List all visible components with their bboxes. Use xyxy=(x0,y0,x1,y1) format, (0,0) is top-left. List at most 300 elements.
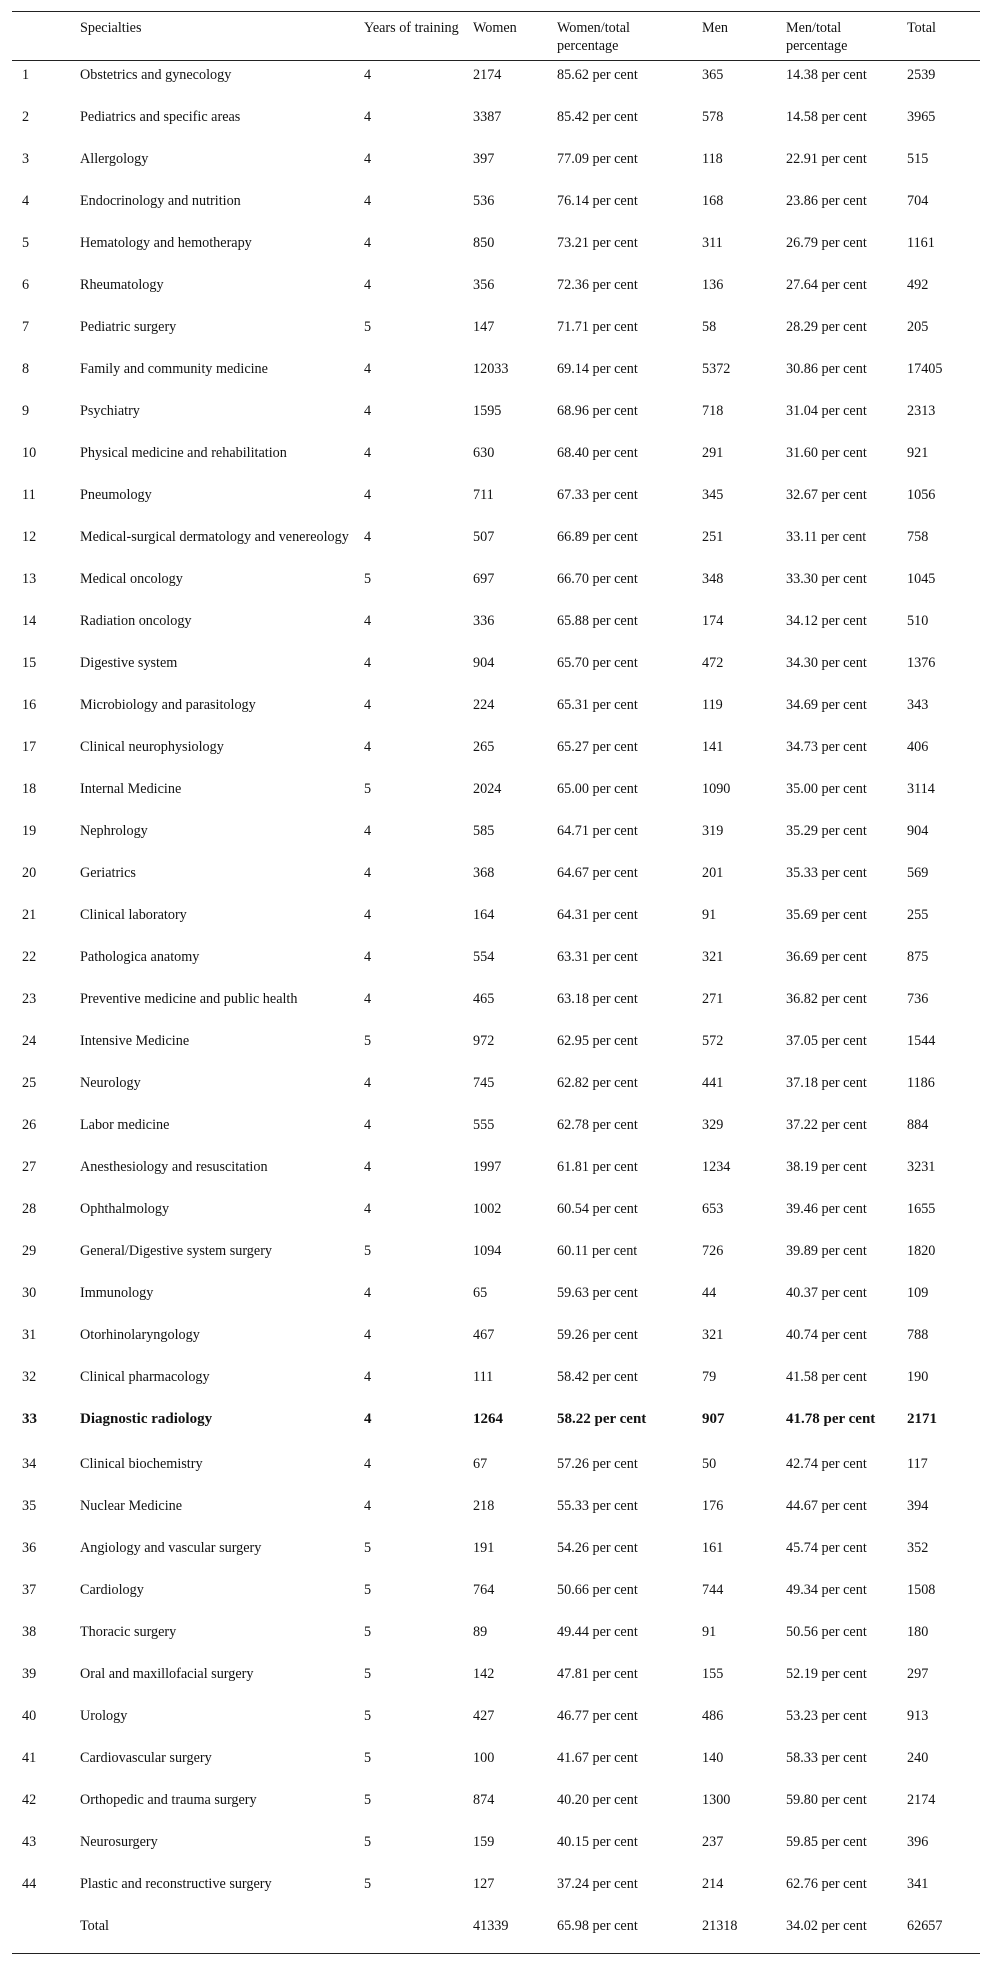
cell-total: 205 xyxy=(907,318,929,335)
table-row xyxy=(12,1702,980,1744)
table-row xyxy=(12,859,980,901)
cell-total: 569 xyxy=(907,864,929,881)
cell-number: 3 xyxy=(22,150,30,167)
totals-total: 62657 xyxy=(907,1917,943,1934)
cell-years-of-training: 4 xyxy=(364,402,372,419)
cell-total: 510 xyxy=(907,612,929,629)
table-row xyxy=(12,1660,980,1702)
cell-years-of-training: 5 xyxy=(364,1707,372,1724)
cell-men: 329 xyxy=(702,1116,724,1133)
cell-years-of-training: 4 xyxy=(364,948,372,965)
totals-row xyxy=(12,1912,980,1954)
cell-total: 396 xyxy=(907,1833,929,1850)
cell-number: 36 xyxy=(22,1539,37,1556)
cell-women: 2174 xyxy=(473,67,502,83)
cell-women: 1094 xyxy=(473,1242,502,1259)
cell-total: 1508 xyxy=(907,1581,936,1598)
cell-women-percentage: 58.42 per cent xyxy=(557,1368,638,1385)
cell-specialty: Oral and maxillofacial surgery xyxy=(80,1665,254,1682)
cell-number: 29 xyxy=(22,1242,37,1259)
cell-women: 89 xyxy=(473,1623,488,1640)
cell-specialty: Clinical pharmacology xyxy=(80,1368,210,1385)
cell-women: 1595 xyxy=(473,402,502,419)
cell-men-percentage: 14.58 per cent xyxy=(786,108,867,125)
table-row xyxy=(12,733,980,775)
cell-specialty: Clinical biochemistry xyxy=(80,1455,203,1472)
cell-men-percentage: 28.29 per cent xyxy=(786,318,867,335)
cell-men: 744 xyxy=(702,1581,724,1598)
cell-women: 65 xyxy=(473,1284,488,1301)
cell-years-of-training: 4 xyxy=(364,444,372,461)
cell-men: 321 xyxy=(702,1326,724,1343)
cell-number: 35 xyxy=(22,1497,37,1514)
cell-women-percentage: 50.66 per cent xyxy=(557,1581,638,1598)
table-row xyxy=(12,145,980,187)
cell-number: 37 xyxy=(22,1581,37,1598)
cell-women-percentage: 41.67 per cent xyxy=(557,1749,638,1766)
cell-total: 17405 xyxy=(907,360,943,377)
cell-specialty: Obstetrics and gynecology xyxy=(80,67,232,83)
cell-years-of-training: 4 xyxy=(364,822,372,839)
cell-women-percentage: 72.36 per cent xyxy=(557,276,638,293)
table-row xyxy=(12,1363,980,1405)
cell-men-percentage: 34.69 per cent xyxy=(786,696,867,713)
cell-years-of-training: 4 xyxy=(364,990,372,1007)
header-total: Total xyxy=(907,20,936,36)
cell-women-percentage: 64.71 per cent xyxy=(557,822,638,839)
cell-men-percentage: 14.38 per cent xyxy=(786,67,867,83)
cell-women-percentage: 62.78 per cent xyxy=(557,1116,638,1133)
cell-women-percentage: 58.22 per cent xyxy=(557,1410,647,1427)
cell-women: 127 xyxy=(473,1875,495,1892)
cell-years-of-training: 4 xyxy=(364,528,372,545)
cell-women-percentage: 47.81 per cent xyxy=(557,1665,638,1682)
cell-total: 406 xyxy=(907,738,929,755)
cell-women: 12033 xyxy=(473,360,509,377)
cell-number: 19 xyxy=(22,822,37,839)
cell-specialty: Urology xyxy=(80,1707,128,1724)
cell-total: 1655 xyxy=(907,1200,936,1217)
cell-number: 15 xyxy=(22,654,37,671)
cell-years-of-training: 4 xyxy=(364,1497,372,1514)
cell-women-percentage: 37.24 per cent xyxy=(557,1875,638,1892)
cell-men-percentage: 59.85 per cent xyxy=(786,1833,867,1850)
table-row xyxy=(12,61,980,103)
table-row xyxy=(12,607,980,649)
cell-men: 271 xyxy=(702,990,724,1007)
cell-men-percentage: 58.33 per cent xyxy=(786,1749,867,1766)
cell-men: 168 xyxy=(702,192,724,209)
cell-total: 3114 xyxy=(907,780,935,797)
cell-men: 1300 xyxy=(702,1791,731,1808)
cell-years-of-training: 4 xyxy=(364,864,372,881)
totals-men: 21318 xyxy=(702,1917,738,1934)
header-row xyxy=(12,12,980,61)
cell-specialty: Pediatrics and specific areas xyxy=(80,108,241,125)
cell-years-of-training: 4 xyxy=(364,1326,372,1343)
cell-number: 42 xyxy=(22,1791,37,1808)
table-row xyxy=(12,271,980,313)
table-row xyxy=(12,1870,980,1912)
cell-number: 41 xyxy=(22,1749,37,1766)
cell-total: 240 xyxy=(907,1749,929,1766)
cell-years-of-training: 4 xyxy=(364,1410,372,1427)
table-row xyxy=(12,1786,980,1828)
cell-specialty: Otorhinolaryngology xyxy=(80,1326,200,1343)
cell-women: 465 xyxy=(473,990,495,1007)
table-row xyxy=(12,649,980,691)
cell-total: 1376 xyxy=(907,654,936,671)
cell-number: 44 xyxy=(22,1875,37,1892)
cell-number: 23 xyxy=(22,990,37,1007)
cell-men-percentage: 35.69 per cent xyxy=(786,906,867,923)
table-row xyxy=(12,1279,980,1321)
table-row xyxy=(12,565,980,607)
cell-women: 1002 xyxy=(473,1200,502,1217)
cell-women-percentage: 77.09 per cent xyxy=(557,150,638,167)
cell-years-of-training: 4 xyxy=(364,360,372,377)
cell-men: 319 xyxy=(702,822,724,839)
cell-years-of-training: 4 xyxy=(364,1074,372,1091)
table-row xyxy=(12,1828,980,1870)
table-row xyxy=(12,985,980,1027)
cell-men: 441 xyxy=(702,1074,724,1091)
cell-total: 1045 xyxy=(907,570,936,587)
cell-women-percentage: 40.20 per cent xyxy=(557,1791,638,1808)
cell-women-percentage: 68.40 per cent xyxy=(557,444,638,461)
cell-years-of-training: 5 xyxy=(364,1875,372,1892)
cell-women: 850 xyxy=(473,234,495,251)
totals-women: 41339 xyxy=(473,1917,509,1934)
cell-women-percentage: 65.31 per cent xyxy=(557,696,638,713)
table-row xyxy=(12,1492,980,1534)
cell-years-of-training: 4 xyxy=(364,906,372,923)
cell-women: 467 xyxy=(473,1326,495,1343)
cell-women: 1997 xyxy=(473,1158,502,1175)
table-row xyxy=(12,313,980,355)
cell-men-percentage: 35.00 per cent xyxy=(786,780,867,797)
cell-women-percentage: 65.00 per cent xyxy=(557,780,638,797)
cell-years-of-training: 4 xyxy=(364,654,372,671)
cell-men: 50 xyxy=(702,1455,717,1472)
cell-men-percentage: 39.46 per cent xyxy=(786,1200,867,1217)
cell-number: 20 xyxy=(22,864,37,881)
table-row xyxy=(12,1576,980,1618)
cell-total: 180 xyxy=(907,1623,929,1640)
cell-number: 12 xyxy=(22,528,37,545)
cell-women: 3387 xyxy=(473,108,502,125)
cell-specialty: Clinical laboratory xyxy=(80,906,187,923)
cell-women-percentage: 62.95 per cent xyxy=(557,1032,638,1049)
cell-women-percentage: 65.88 per cent xyxy=(557,612,638,629)
cell-years-of-training: 4 xyxy=(364,1158,372,1175)
cell-men: 321 xyxy=(702,948,724,965)
cell-men: 251 xyxy=(702,528,724,545)
cell-years-of-training: 4 xyxy=(364,612,372,629)
cell-men-percentage: 31.60 per cent xyxy=(786,444,867,461)
cell-years-of-training: 4 xyxy=(364,150,372,167)
table-row xyxy=(12,943,980,985)
cell-women-percentage: 76.14 per cent xyxy=(557,192,638,209)
cell-total: 190 xyxy=(907,1368,929,1385)
cell-total: 704 xyxy=(907,192,929,209)
cell-men-percentage: 34.73 per cent xyxy=(786,738,867,755)
cell-years-of-training: 4 xyxy=(364,696,372,713)
cell-women-percentage: 73.21 per cent xyxy=(557,234,638,251)
cell-men-percentage: 42.74 per cent xyxy=(786,1455,867,1472)
cell-men: 91 xyxy=(702,1623,717,1640)
cell-men: 5372 xyxy=(702,360,731,377)
cell-women-percentage: 85.42 per cent xyxy=(557,108,638,125)
cell-women: 142 xyxy=(473,1665,495,1682)
cell-specialty: Clinical neurophysiology xyxy=(80,738,224,755)
cell-number: 26 xyxy=(22,1116,37,1133)
cell-men-percentage: 59.80 per cent xyxy=(786,1791,867,1808)
cell-men: 907 xyxy=(702,1410,725,1427)
cell-total: 109 xyxy=(907,1284,929,1301)
table-row xyxy=(12,817,980,859)
cell-total: 875 xyxy=(907,948,929,965)
cell-men: 348 xyxy=(702,570,724,587)
cell-specialty: Endocrinology and nutrition xyxy=(80,192,241,209)
header-men: Men xyxy=(702,20,729,36)
cell-number: 28 xyxy=(22,1200,37,1217)
cell-number: 30 xyxy=(22,1284,37,1301)
table-row xyxy=(12,355,980,397)
cell-specialty: Microbiology and parasitology xyxy=(80,696,256,713)
cell-women: 191 xyxy=(473,1539,495,1556)
cell-women: 745 xyxy=(473,1074,495,1091)
cell-men: 161 xyxy=(702,1539,724,1556)
cell-years-of-training: 4 xyxy=(364,1368,372,1385)
cell-women-percentage: 66.70 per cent xyxy=(557,570,638,587)
cell-total: 2174 xyxy=(907,1791,936,1808)
cell-total: 2313 xyxy=(907,402,936,419)
cell-men-percentage: 40.37 per cent xyxy=(786,1284,867,1301)
cell-men: 44 xyxy=(702,1284,717,1301)
table-row xyxy=(12,1534,980,1576)
totals-years xyxy=(354,1912,463,1954)
cell-women-percentage: 66.89 per cent xyxy=(557,528,638,545)
cell-specialty: Intensive Medicine xyxy=(80,1032,190,1049)
cell-total: 297 xyxy=(907,1665,929,1682)
cell-total: 1056 xyxy=(907,486,936,503)
cell-specialty: Digestive system xyxy=(80,654,178,671)
cell-men-percentage: 52.19 per cent xyxy=(786,1665,867,1682)
table-row xyxy=(12,1069,980,1111)
table-row xyxy=(12,1153,980,1195)
cell-specialty: Ophthalmology xyxy=(80,1200,170,1217)
cell-men-percentage: 37.05 per cent xyxy=(786,1032,867,1049)
cell-specialty: Angiology and vascular surgery xyxy=(80,1539,262,1556)
cell-women-percentage: 64.67 per cent xyxy=(557,864,638,881)
cell-men: 136 xyxy=(702,276,724,293)
cell-specialty: Physical medicine and rehabilitation xyxy=(80,444,287,461)
cell-men-percentage: 36.82 per cent xyxy=(786,990,867,1007)
cell-men: 119 xyxy=(702,696,723,713)
cell-women-percentage: 40.15 per cent xyxy=(557,1833,638,1850)
cell-number: 16 xyxy=(22,696,37,713)
cell-years-of-training: 5 xyxy=(364,780,372,797)
cell-total: 3231 xyxy=(907,1158,936,1175)
cell-total: 921 xyxy=(907,444,929,461)
cell-men-percentage: 37.18 per cent xyxy=(786,1074,867,1091)
cell-men: 79 xyxy=(702,1368,717,1385)
cell-women: 368 xyxy=(473,864,495,881)
cell-men: 472 xyxy=(702,654,724,671)
cell-years-of-training: 4 xyxy=(364,67,372,83)
header-number xyxy=(12,12,70,61)
cell-years-of-training: 5 xyxy=(364,1791,372,1808)
cell-number: 32 xyxy=(22,1368,37,1385)
table-row xyxy=(12,691,980,733)
cell-men: 140 xyxy=(702,1749,724,1766)
cell-men-percentage: 50.56 per cent xyxy=(786,1623,867,1640)
header-specialties: Specialties xyxy=(80,20,142,36)
cell-number: 24 xyxy=(22,1032,37,1049)
cell-total: 884 xyxy=(907,1116,929,1133)
cell-total: 3965 xyxy=(907,108,936,125)
cell-men-percentage: 23.86 per cent xyxy=(786,192,867,209)
cell-number: 27 xyxy=(22,1158,37,1175)
cell-women-percentage: 60.11 per cent xyxy=(557,1242,638,1259)
header-men-percentage: Men/total percentage xyxy=(786,20,848,54)
cell-years-of-training: 4 xyxy=(364,108,372,125)
cell-women: 711 xyxy=(473,486,494,503)
cell-men-percentage: 44.67 per cent xyxy=(786,1497,867,1514)
cell-women-percentage: 69.14 per cent xyxy=(557,360,638,377)
cell-men-percentage: 53.23 per cent xyxy=(786,1707,867,1724)
cell-specialty: Diagnostic radiology xyxy=(80,1410,213,1427)
specialties-gender-table xyxy=(12,11,980,1954)
cell-total: 758 xyxy=(907,528,929,545)
totals-label: Total xyxy=(80,1917,109,1934)
cell-women: 764 xyxy=(473,1581,495,1598)
cell-women: 972 xyxy=(473,1032,495,1049)
cell-men-percentage: 62.76 per cent xyxy=(786,1875,867,1892)
table-row xyxy=(12,397,980,439)
table-row xyxy=(12,229,980,271)
cell-number: 13 xyxy=(22,570,37,587)
cell-specialty: Allergology xyxy=(80,150,149,167)
cell-specialty: Neurology xyxy=(80,1074,141,1091)
cell-women-percentage: 65.27 per cent xyxy=(557,738,638,755)
cell-years-of-training: 5 xyxy=(364,1623,372,1640)
table-header xyxy=(12,12,980,61)
cell-total: 913 xyxy=(907,1707,929,1724)
cell-years-of-training: 5 xyxy=(364,1032,372,1049)
cell-number: 14 xyxy=(22,612,37,629)
table-footer xyxy=(12,1912,980,1954)
cell-men: 1234 xyxy=(702,1158,731,1175)
totals-men-percentage: 34.02 per cent xyxy=(786,1917,867,1934)
cell-total: 255 xyxy=(907,906,929,923)
cell-men: 91 xyxy=(702,906,717,923)
cell-specialty: Thoracic surgery xyxy=(80,1623,177,1640)
cell-women: 218 xyxy=(473,1497,495,1514)
cell-years-of-training: 5 xyxy=(364,318,372,335)
cell-women-percentage: 57.26 per cent xyxy=(557,1455,638,1472)
cell-men: 486 xyxy=(702,1707,724,1724)
cell-men: 572 xyxy=(702,1032,724,1049)
cell-women-percentage: 61.81 per cent xyxy=(557,1158,638,1175)
cell-number: 43 xyxy=(22,1833,37,1850)
cell-men-percentage: 41.58 per cent xyxy=(786,1368,867,1385)
table-row xyxy=(12,1237,980,1279)
cell-men-percentage: 30.86 per cent xyxy=(786,360,867,377)
cell-men: 237 xyxy=(702,1833,724,1850)
cell-men-percentage: 33.11 per cent xyxy=(786,528,867,545)
cell-men-percentage: 41.78 per cent xyxy=(786,1410,876,1427)
cell-men-percentage: 22.91 per cent xyxy=(786,150,867,167)
table-row xyxy=(12,901,980,943)
cell-women: 585 xyxy=(473,822,495,839)
cell-specialty: Cardiovascular surgery xyxy=(80,1749,212,1766)
cell-men: 291 xyxy=(702,444,724,461)
cell-number: 1 xyxy=(22,67,30,83)
cell-men: 311 xyxy=(702,234,723,251)
cell-women: 111 xyxy=(473,1368,494,1385)
cell-men-percentage: 34.30 per cent xyxy=(786,654,867,671)
cell-years-of-training: 4 xyxy=(364,234,372,251)
cell-specialty: Anesthesiology and resuscitation xyxy=(80,1158,268,1175)
cell-total: 1544 xyxy=(907,1032,936,1049)
table-row xyxy=(12,1405,980,1450)
cell-women-percentage: 59.26 per cent xyxy=(557,1326,638,1343)
cell-men: 174 xyxy=(702,612,724,629)
cell-years-of-training: 4 xyxy=(364,1455,372,1472)
table-row xyxy=(12,1027,980,1069)
cell-men: 176 xyxy=(702,1497,724,1514)
table-row xyxy=(12,1195,980,1237)
cell-men: 141 xyxy=(702,738,724,755)
cell-specialty: Family and community medicine xyxy=(80,360,268,377)
cell-specialty: Nephrology xyxy=(80,822,148,839)
cell-women: 159 xyxy=(473,1833,495,1850)
cell-women-percentage: 63.18 per cent xyxy=(557,990,638,1007)
cell-women: 397 xyxy=(473,150,495,167)
table-row xyxy=(12,1744,980,1786)
cell-women-percentage: 71.71 per cent xyxy=(557,318,638,335)
cell-number: 38 xyxy=(22,1623,37,1640)
cell-years-of-training: 5 xyxy=(364,1581,372,1598)
cell-women-percentage: 49.44 per cent xyxy=(557,1623,638,1640)
cell-women-percentage: 46.77 per cent xyxy=(557,1707,638,1724)
cell-women: 536 xyxy=(473,192,495,209)
cell-specialty: General/Digestive system surgery xyxy=(80,1242,273,1259)
cell-years-of-training: 5 xyxy=(364,1539,372,1556)
cell-specialty: Neurosurgery xyxy=(80,1833,158,1850)
cell-men-percentage: 39.89 per cent xyxy=(786,1242,867,1259)
cell-men: 118 xyxy=(702,150,723,167)
table-row xyxy=(12,1450,980,1492)
cell-women: 164 xyxy=(473,906,495,923)
cell-men-percentage: 37.22 per cent xyxy=(786,1116,867,1133)
cell-specialty: Medical oncology xyxy=(80,570,183,587)
cell-women-percentage: 55.33 per cent xyxy=(557,1497,638,1514)
cell-number: 22 xyxy=(22,948,37,965)
cell-years-of-training: 4 xyxy=(364,486,372,503)
cell-specialty: Pediatric surgery xyxy=(80,318,177,335)
cell-number: 4 xyxy=(22,192,30,209)
cell-specialty: Labor medicine xyxy=(80,1116,170,1133)
cell-men-percentage: 31.04 per cent xyxy=(786,402,867,419)
cell-total: 341 xyxy=(907,1875,929,1892)
cell-total: 1161 xyxy=(907,234,935,251)
cell-number: 33 xyxy=(22,1410,37,1427)
table-row xyxy=(12,523,980,565)
cell-total: 1186 xyxy=(907,1074,935,1091)
